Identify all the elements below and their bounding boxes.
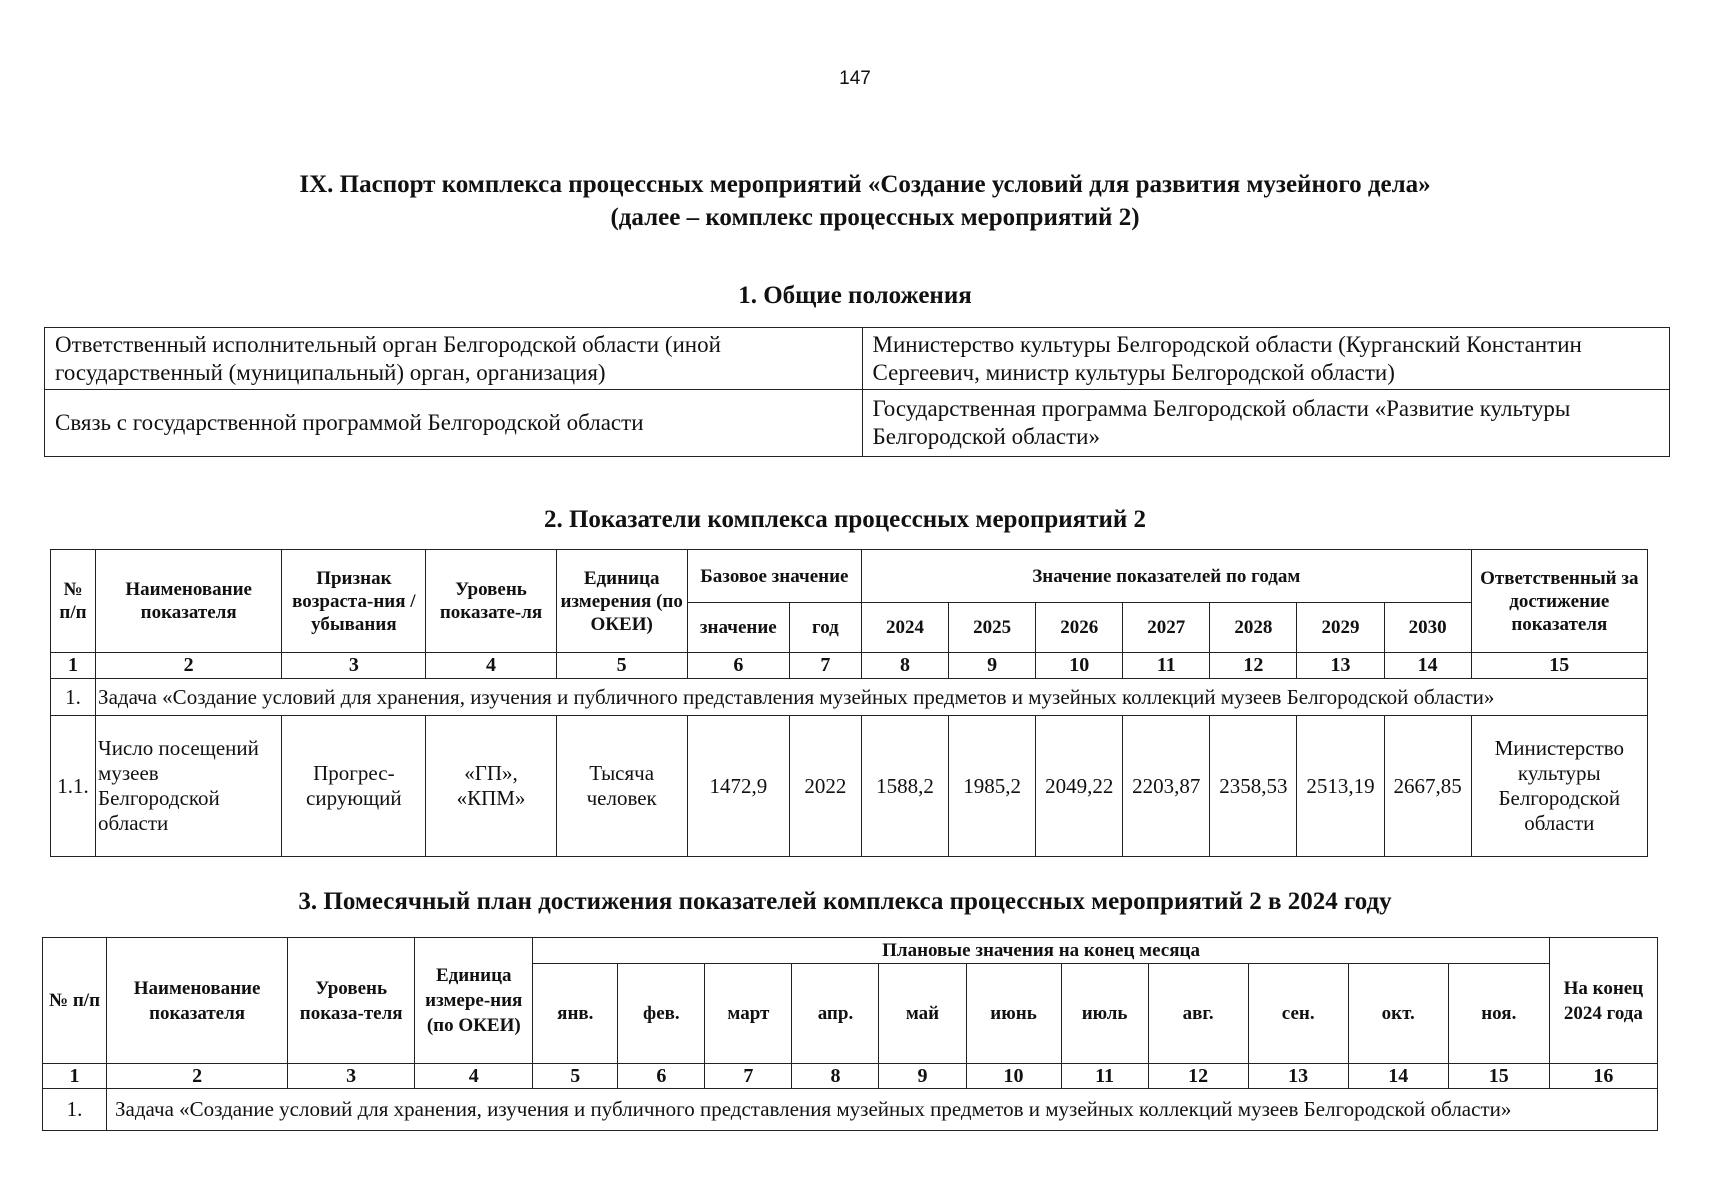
- table-row: [45, 390, 1670, 457]
- col-month-header: авг.: [1148, 964, 1248, 1064]
- col-base-year-header: год: [789, 603, 861, 653]
- section2-heading: 2. Показатели комплекса процессных мероприятий 2: [543, 506, 1147, 533]
- col-year-header: 2025: [949, 603, 1036, 653]
- year-value: 2203,87: [1123, 716, 1210, 857]
- col-month-header: май: [879, 964, 966, 1064]
- title-line-2: (далее – комплекс процессных мероприятий 2): [610, 204, 1140, 231]
- year-value: 2513,19: [1297, 716, 1384, 857]
- col-number: 14: [1384, 653, 1471, 679]
- col-years-header: Значение показателей по годам: [861, 550, 1471, 603]
- indicator-unit: Тысяча человек: [556, 716, 687, 857]
- col-number: 9: [879, 1064, 966, 1089]
- year-value: 2667,85: [1384, 716, 1471, 857]
- col-year-header: 2028: [1210, 603, 1297, 653]
- task-text: Задача «Создание условий для хранения, изучения и публичного представления музейных предметов и музейных коллекций музеев Белгородской области»: [96, 679, 1648, 716]
- col-number: 4: [415, 1064, 533, 1089]
- task-text: Задача «Создание условий для хранения, изучения и публичного представления музейных предметов и музейных коллекций музеев Белгородской области»: [107, 1089, 1658, 1131]
- indicator-name: Число посещений музеев Белгородской области: [96, 716, 282, 857]
- col-number: 15: [1471, 653, 1647, 679]
- col-number: 1: [51, 653, 96, 679]
- year-value: 2049,22: [1036, 716, 1123, 857]
- task-row: [51, 679, 1648, 716]
- general-provisions-table: [44, 327, 1670, 457]
- indicators-table: [50, 549, 1648, 857]
- col-year-header: 2030: [1384, 603, 1471, 653]
- col-number: 12: [1210, 653, 1297, 679]
- task-num: 1.: [51, 679, 96, 716]
- base-value: 1472,9: [687, 716, 789, 857]
- col-number: 11: [1061, 1064, 1148, 1089]
- col-year-end-header: На конец 2024 года: [1549, 938, 1657, 1064]
- col-year-header: 2024: [861, 603, 948, 653]
- row-value: Государственная программа Белгородской области «Развитие культуры Белгородской области»: [862, 390, 1670, 457]
- col-year-header: 2029: [1297, 603, 1384, 653]
- indicator-sign: Прогрес-сирующий: [282, 716, 426, 857]
- col-month-header: ноя.: [1448, 964, 1549, 1064]
- column-numbers-row: [43, 1064, 1658, 1089]
- col-number: 10: [1036, 653, 1123, 679]
- title-line-1: IX. Паспорт комплекса процессных мероприятий «Создание условий для развития музейного дела»: [299, 171, 1431, 198]
- task-row: [43, 1089, 1658, 1131]
- col-number: 13: [1248, 1064, 1348, 1089]
- col-sign-header: Признак возраста-ния / убывания: [282, 550, 426, 653]
- col-month-header: март: [705, 964, 792, 1064]
- section3-heading: 3. Помесячный план достижения показателей комплекса процессных мероприятий 2 в 2024 году: [298, 888, 1392, 915]
- col-month-header: янв.: [533, 964, 618, 1064]
- col-responsible-header: Ответственный за достижение показателя: [1471, 550, 1647, 653]
- row-num: 1.1.: [51, 716, 96, 857]
- col-number: 12: [1148, 1064, 1248, 1089]
- col-name-header: Наименование показателя: [96, 550, 282, 653]
- col-number: 6: [618, 1064, 705, 1089]
- col-year-header: 2027: [1123, 603, 1210, 653]
- year-value: 1985,2: [949, 716, 1036, 857]
- col-plan-header: Плановые значения на конец месяца: [533, 938, 1550, 964]
- col-month-header: апр.: [792, 964, 879, 1064]
- responsible: Министерство культуры Белгородской области: [1471, 716, 1647, 857]
- col-number: 5: [556, 653, 687, 679]
- col-number: 7: [705, 1064, 792, 1089]
- col-year-header: 2026: [1036, 603, 1123, 653]
- col-number: 2: [107, 1064, 288, 1089]
- year-value: 2358,53: [1210, 716, 1297, 857]
- col-number: 10: [966, 1064, 1061, 1089]
- page-number: 147: [839, 68, 871, 89]
- col-month-header: фев.: [618, 964, 705, 1064]
- col-base-value-header: значение: [687, 603, 789, 653]
- indicator-level: «ГП», «КПМ»: [426, 716, 556, 857]
- col-number: 3: [288, 1064, 415, 1089]
- monthly-plan-table: [42, 937, 1658, 1131]
- base-year: 2022: [789, 716, 861, 857]
- row-value: Министерство культуры Белгородской области (Курганский Константин Сергеевич, министр культуры Белгородской области): [862, 328, 1670, 390]
- col-number: 9: [949, 653, 1036, 679]
- col-number: 2: [96, 653, 282, 679]
- col-number: 14: [1348, 1064, 1448, 1089]
- row-label: Связь с государственной программой Белгородской области: [45, 390, 863, 457]
- col-number: 8: [792, 1064, 879, 1089]
- col-number: 4: [426, 653, 556, 679]
- table-row: [45, 328, 1670, 390]
- col-number: 5: [533, 1064, 618, 1089]
- document-title: [0, 168, 1710, 234]
- col-number: 16: [1549, 1064, 1657, 1089]
- col-month-header: июль: [1061, 964, 1148, 1064]
- section1-heading: 1. Общие положения: [738, 282, 972, 309]
- col-unit-header: Единица измере-ния (по ОКЕИ): [415, 938, 533, 1064]
- col-number: 15: [1448, 1064, 1549, 1089]
- col-num-header: № п/п: [51, 550, 96, 653]
- row-label: Ответственный исполнительный орган Белгородской области (иной государственный (муниципальный) орган, организация): [45, 328, 863, 390]
- column-numbers-row: [51, 653, 1648, 679]
- col-month-header: сен.: [1248, 964, 1348, 1064]
- col-number: 8: [861, 653, 948, 679]
- col-number: 3: [282, 653, 426, 679]
- col-month-header: окт.: [1348, 964, 1448, 1064]
- table-row: [51, 716, 1648, 857]
- col-number: 1: [43, 1064, 107, 1089]
- col-unit-header: Единица измерения (по ОКЕИ): [556, 550, 687, 653]
- col-num-header: № п/п: [43, 938, 107, 1064]
- col-number: 7: [789, 653, 861, 679]
- task-num: 1.: [43, 1089, 107, 1131]
- col-number: 11: [1123, 653, 1210, 679]
- col-name-header: Наименование показателя: [107, 938, 288, 1064]
- col-level-header: Уровень показа-теля: [288, 938, 415, 1064]
- year-value: 1588,2: [861, 716, 948, 857]
- col-number: 6: [687, 653, 789, 679]
- col-number: 13: [1297, 653, 1384, 679]
- col-month-header: июнь: [966, 964, 1061, 1064]
- col-level-header: Уровень показате-ля: [426, 550, 556, 653]
- col-base-header: Базовое значение: [687, 550, 861, 603]
